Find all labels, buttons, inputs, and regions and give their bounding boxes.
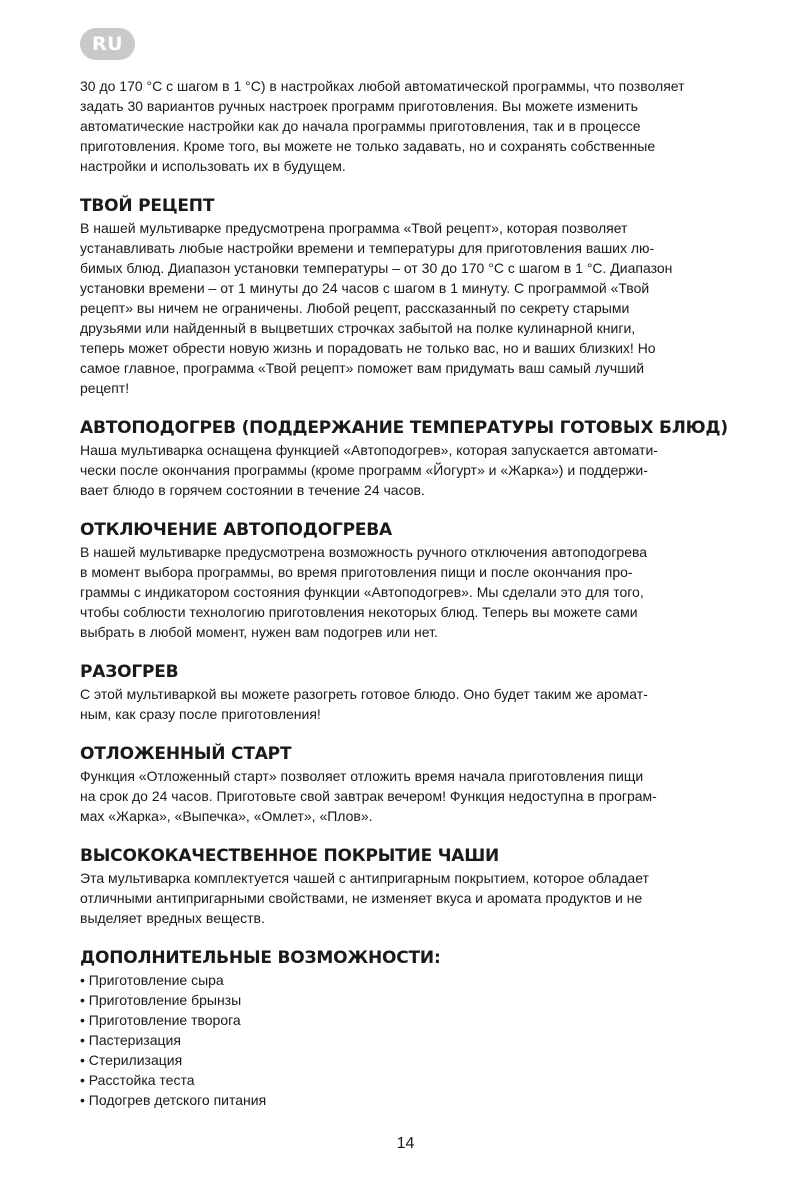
paragraph-line: вает блюдо в горячем состоянии в течение 24 часов. xyxy=(80,482,425,498)
paragraph-line: выбрать в любой момент, нужен вам подогрев или нет. xyxy=(80,624,438,640)
paragraph-line: самое главное, программа «Твой рецепт» поможет вам придумать ваш самый лучший xyxy=(80,360,645,376)
paragraph-line: бимых блюд. Диапазон установки температуры – от 30 до 170 °С с шагом в 1 °С. Диапазон xyxy=(80,260,673,276)
paragraph-line: на срок до 24 часов. Приготовьте свой завтрак вечером! Функция недоступна в програм- xyxy=(80,788,657,804)
paragraph-line: С этой мультиваркой вы можете разогреть готовое блюдо. Оно будет таким же аромат- xyxy=(80,686,648,702)
paragraph-line: устанавливать любые настройки времени и температуры для приготовления ваших лю- xyxy=(80,240,655,256)
paragraph-line: отличными антипригарными свойствами, не изменяет вкуса и аромата продуктов и не xyxy=(80,890,643,906)
paragraph-line: рецепт! xyxy=(80,380,130,396)
list-item: • Подогрев детского питания xyxy=(80,1090,736,1110)
section-paragraph xyxy=(80,684,736,724)
section-auto-heating xyxy=(80,416,736,500)
section-delayed-start xyxy=(80,742,736,826)
paragraph-line: В нашей мультиварке предусмотрена возможность ручного отключения автоподогрева xyxy=(80,544,648,560)
list-item: • Пастеризация xyxy=(80,1030,736,1050)
paragraph-line: В нашей мультиварке предусмотрена программа «Твой рецепт», которая позволяет xyxy=(80,220,628,236)
section-title: ВЫСОКОКАЧЕСТВЕННОЕ ПОКРЫТИЕ ЧАШИ xyxy=(80,846,500,866)
paragraph-line: ным, как сразу после приготовления! xyxy=(80,706,321,722)
section-paragraph xyxy=(80,766,736,826)
section-title: ОТКЛЮЧЕНИЕ АВТОПОДОГРЕВА xyxy=(80,520,393,540)
list-item: • Расстойка теста xyxy=(80,1070,736,1090)
paragraph-line: установки времени – от 1 минуты до 24 часов с шагом в 1 минуту. С программой «Твой xyxy=(80,280,650,296)
paragraph-line: друзьями или найденный в выцветших строчках забытой на полке кулинарной книги, xyxy=(80,320,636,336)
paragraph-line: выделяет вредных веществ. xyxy=(80,910,265,926)
list-item: • Приготовление брынзы xyxy=(80,990,736,1010)
section-your-recipe xyxy=(80,194,736,398)
list-item: • Приготовление сыра xyxy=(80,970,736,990)
intro-line: задать 30 вариантов ручных настроек программ приготовления. Вы можете изменить xyxy=(80,98,638,114)
paragraph-line: чтобы соблюсти технологию приготовления некоторых блюд. Теперь вы можете сами xyxy=(80,604,638,620)
list-item: • Стерилизация xyxy=(80,1050,736,1070)
extras-list xyxy=(80,970,736,1110)
page-number: 14 xyxy=(396,1135,415,1152)
intro-line: приготовления. Кроме того, вы можете не только задавать, но и сохранять собственные xyxy=(80,138,656,154)
intro-line: настройки и использовать их в будущем. xyxy=(80,158,346,174)
paragraph-line: Эта мультиварка комплектуется чашей с антипригарным покрытием, которое обладает xyxy=(80,870,649,886)
intro-line: 30 до 170 °С с шагом в 1 °С) в настройках любой автоматической программы, что позволяет xyxy=(80,78,685,94)
section-title: ДОПОЛНИТЕЛЬНЫЕ ВОЗМОЖНОСТИ: xyxy=(80,948,441,968)
paragraph-line: чески после окончания программы (кроме программ «Йогурт» и «Жарка») и поддержи- xyxy=(80,462,648,478)
paragraph-line: в момент выбора программы, во время приготовления пищи и после окончания про- xyxy=(80,564,633,580)
paragraph-line: теперь может обрести новую жизнь и порадовать не только вас, но и ваших близких! Но xyxy=(80,340,656,356)
language-badge: RU xyxy=(80,28,135,60)
paragraph-line: Наша мультиварка оснащена функцией «Автоподогрев», которая запускается автомати- xyxy=(80,442,658,458)
list-item: • Приготовление творога xyxy=(80,1010,736,1030)
section-paragraph xyxy=(80,440,736,500)
paragraph-line: граммы с индикатором состояния функции «Автоподогрев». Мы сделали это для того, xyxy=(80,584,644,600)
section-paragraph xyxy=(80,218,736,398)
section-title: АВТОПОДОГРЕВ (ПОДДЕРЖАНИЕ ТЕМПЕРАТУРЫ ГОТОВЫХ БЛЮД) xyxy=(80,418,728,438)
intro-line: автоматические настройки как до начала программы приготовления, так и в процессе xyxy=(80,118,641,134)
section-title: РАЗОГРЕВ xyxy=(80,662,179,682)
section-auto-heating-off xyxy=(80,518,736,642)
section-reheat xyxy=(80,660,736,724)
section-paragraph xyxy=(80,868,736,928)
paragraph-line: рецепт» вы ничем не ограничены. Любой рецепт, рассказанный по секрету старыми xyxy=(80,300,630,316)
section-title: ОТЛОЖЕННЫЙ СТАРТ xyxy=(80,744,292,764)
paragraph-line: мах «Жарка», «Выпечка», «Омлет», «Плов». xyxy=(80,808,373,824)
section-bowl-coating xyxy=(80,844,736,928)
paragraph-line: Функция «Отложенный старт» позволяет отложить время начала приготовления пищи xyxy=(80,768,644,784)
page-content xyxy=(80,76,736,1110)
section-paragraph xyxy=(80,542,736,642)
section-title: ТВОЙ РЕЦЕПТ xyxy=(80,196,215,216)
intro-paragraph xyxy=(80,76,736,176)
section-extras xyxy=(80,946,736,1110)
